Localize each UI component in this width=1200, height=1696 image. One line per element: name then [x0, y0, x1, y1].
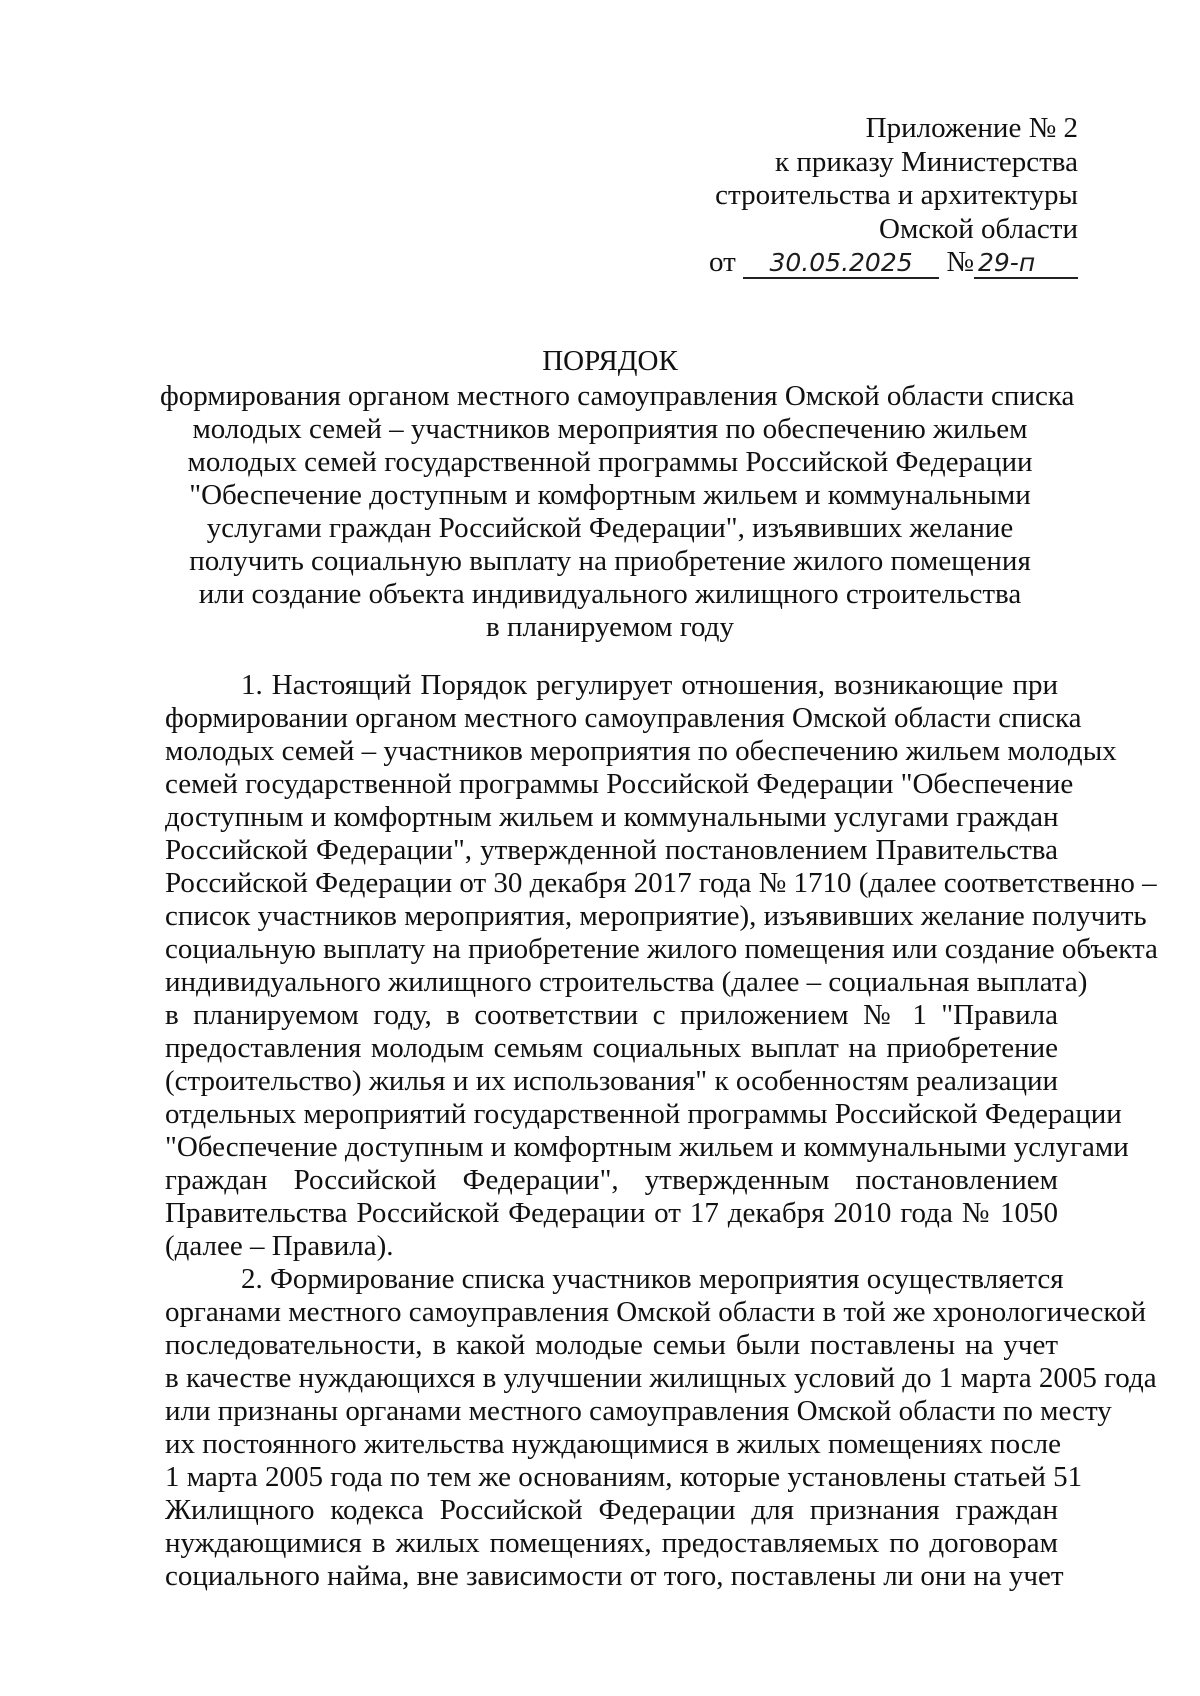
paragraph-1-line: предоставления молодым семьям социальных выплат на приобретение: [165, 1032, 1058, 1064]
paragraph-2-line: нуждающимися в жилых помещениях, предоставляемых по договорам: [165, 1527, 1058, 1559]
paragraph-2-line: Жилищного кодекса Российской Федерации для признания граждан: [165, 1494, 1058, 1526]
paragraph-1-line: "Обеспечение доступным и комфортным жильем и коммунальными услугами: [165, 1131, 1129, 1163]
paragraph-1-line: индивидуального жилищного строительства (далее – социальная выплата): [165, 966, 1088, 998]
paragraph-2-line: их постоянного жительства нуждающимися в жилых помещениях после: [165, 1428, 1062, 1460]
title-subtitle-line: "Обеспечение доступным и комфортным жильем и коммунальными: [189, 479, 1031, 511]
appendix-block: [709, 112, 1078, 280]
paragraph-1-line: список участников мероприятия, мероприятие), изъявивших желание получить: [165, 900, 1147, 932]
paragraph-2-line: или признаны органами местного самоуправления Омской области по месту: [165, 1395, 1112, 1427]
title-subtitle-line: молодых семей – участников мероприятия по обеспечению жильем: [192, 413, 1028, 445]
paragraph-2-line: в качестве нуждающихся в улучшении жилищных условий до 1 марта 2005 года: [165, 1362, 1157, 1394]
paragraph-2-line: социального найма, вне зависимости от того, поставлены ли они на учет: [165, 1560, 1064, 1592]
paragraph-1-line: Российской Федерации от 30 декабря 2017 года № 1710 (далее соответственно –: [165, 867, 1157, 899]
from-prefix: от: [709, 246, 736, 278]
paragraph-1-line: (строительство) жилья и их использования" к особенностям реализации: [165, 1065, 1058, 1097]
paragraph-1-line: Правительства Российской Федерации от 17 декабря 2010 года № 1050: [165, 1197, 1058, 1229]
paragraph-1-line: Российской Федерации", утвержденной постановлением Правительства: [165, 834, 1058, 866]
title-subtitle-line: или создание объекта индивидуального жилищного строительства: [198, 578, 1022, 610]
paragraph-1-line: социальную выплату на приобретение жилого помещения или создание объекта: [165, 933, 1158, 965]
paragraph-1-line: 1. Настоящий Порядок регулирует отношения, возникающие при: [241, 669, 1058, 701]
title-subtitle-line: получить социальную выплату на приобретение жилого помещения: [189, 545, 1031, 577]
handwritten-date: 30.05.2025: [743, 249, 939, 279]
paragraph-1-line: доступным и комфортным жильем и коммунальными услугами граждан: [165, 801, 1059, 833]
paragraph-1-line: граждан Российской Федерации", утвержденным постановлением: [165, 1164, 1058, 1196]
paragraph-1-line: семей государственной программы Российской Федерации "Обеспечение: [165, 768, 1074, 800]
appendix-line: Приложение № 2: [865, 112, 1078, 144]
paragraph-2-line: 1 марта 2005 года по тем же основаниям, которые установлены статьей 51: [165, 1461, 1083, 1493]
title-subtitle-line: молодых семей государственной программы Российской Федерации: [187, 446, 1033, 478]
title-subtitle-line: в планируемом году: [486, 611, 734, 643]
paragraph-1-line: в планируемом году, в соответствии с приложением № 1 "Правила: [165, 999, 1058, 1031]
paragraph-1-line: отдельных мероприятий государственной программы Российской Федерации: [165, 1098, 1122, 1130]
title-subtitle-line: услугами граждан Российской Федерации", изъявивших желание: [206, 512, 1014, 544]
appendix-line: к приказу Министерства: [775, 145, 1078, 178]
order-date-line: [709, 246, 1078, 280]
document-body: [165, 669, 1158, 1593]
paragraph-1-line: (далее – Правила).: [165, 1230, 394, 1262]
paragraph-1-line: формировании органом местного самоуправления Омской области списка: [165, 702, 1082, 734]
appendix-line: строительства и архитектуры: [715, 179, 1078, 211]
paragraph-2-line: 2. Формирование списка участников мероприятия осуществляется: [241, 1263, 1064, 1295]
appendix-line: Омской области: [879, 212, 1078, 245]
document-title-block: [160, 345, 1075, 644]
paragraph-2-line: последовательности, в какой молодые семьи были поставлены на учет: [165, 1329, 1058, 1361]
handwritten-number: 29-п: [974, 249, 1078, 279]
paragraph-1-line: молодых семей – участников мероприятия по обеспечению жильем молодых: [165, 735, 1117, 767]
number-prefix: №: [946, 246, 974, 278]
paragraph-2-line: органами местного самоуправления Омской области в той же хронологической: [165, 1296, 1146, 1328]
document-title: ПОРЯДОК: [542, 345, 678, 377]
title-subtitle-line: формирования органом местного самоуправления Омской области списка: [160, 380, 1075, 412]
